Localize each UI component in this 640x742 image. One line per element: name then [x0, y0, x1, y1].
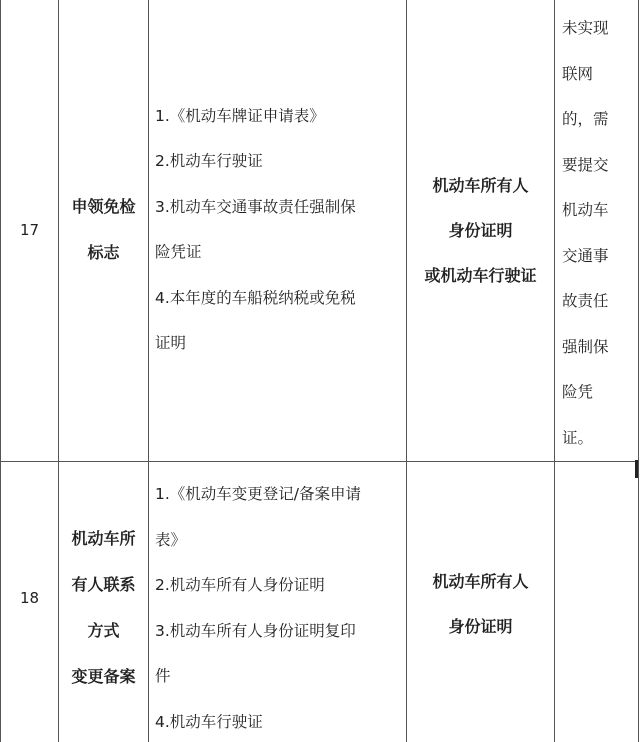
document-line: 表》	[155, 530, 187, 549]
item-name-line: 申领免检	[71, 197, 136, 216]
row-number: 17	[1, 0, 59, 462]
identity-requirement	[407, 462, 555, 742]
remark-line: 要提交	[562, 155, 609, 174]
remark-line: 联网	[562, 64, 594, 83]
identity-line: 机动车所有人	[432, 572, 529, 591]
document-line: 2.机动车行驶证	[155, 152, 263, 170]
document-line: 1.《机动车变更登记/备案申请	[155, 485, 362, 503]
remark-line: 强制保	[562, 337, 609, 356]
item-name	[59, 462, 149, 742]
document-line: 险凭证	[155, 243, 202, 261]
item-name-line: 有人联系	[71, 575, 136, 594]
item-name-line: 机动车所	[71, 529, 136, 548]
document-line: 3.机动车所有人身份证明复印	[155, 621, 356, 640]
remark-line: 交通事	[562, 246, 609, 265]
remark-line: 未实现	[562, 19, 609, 37]
document-line: 3.机动车交通事故责任强制保	[155, 197, 356, 216]
document-line: 1.《机动车牌证申请表》	[155, 106, 325, 125]
remark	[555, 0, 639, 462]
remark	[555, 462, 639, 742]
document-line: 4.机动车行驶证	[155, 712, 263, 731]
document-line: 4.本年度的车船税纳税或免税	[155, 288, 356, 307]
item-name-line: 变更备案	[71, 667, 136, 686]
document-line: 件	[155, 667, 171, 685]
remark-line: 故责任	[562, 292, 609, 310]
identity-line: 身份证明	[448, 220, 513, 240]
row-number: 18	[1, 462, 59, 742]
identity-line: 身份证明	[448, 617, 513, 636]
required-documents	[149, 0, 407, 462]
identity-line: 或机动车行驶证	[424, 265, 537, 285]
item-name-line: 方式	[87, 621, 120, 640]
item-name	[59, 0, 149, 462]
remark-line: 险凭	[562, 383, 594, 401]
document-line: 2.机动车所有人身份证明	[155, 576, 325, 594]
identity-requirement	[407, 0, 555, 462]
text-cursor-marker	[635, 460, 638, 478]
remark-line: 机动车	[562, 201, 609, 219]
identity-line: 机动车所有人	[432, 175, 529, 195]
remark-line: 的，需	[562, 110, 609, 128]
remark-line: 证。	[562, 428, 594, 447]
document-line: 证明	[155, 334, 187, 352]
item-name-line: 标志	[87, 243, 120, 262]
required-documents	[149, 462, 407, 742]
table-row	[1, 462, 639, 742]
table-row	[1, 0, 639, 462]
